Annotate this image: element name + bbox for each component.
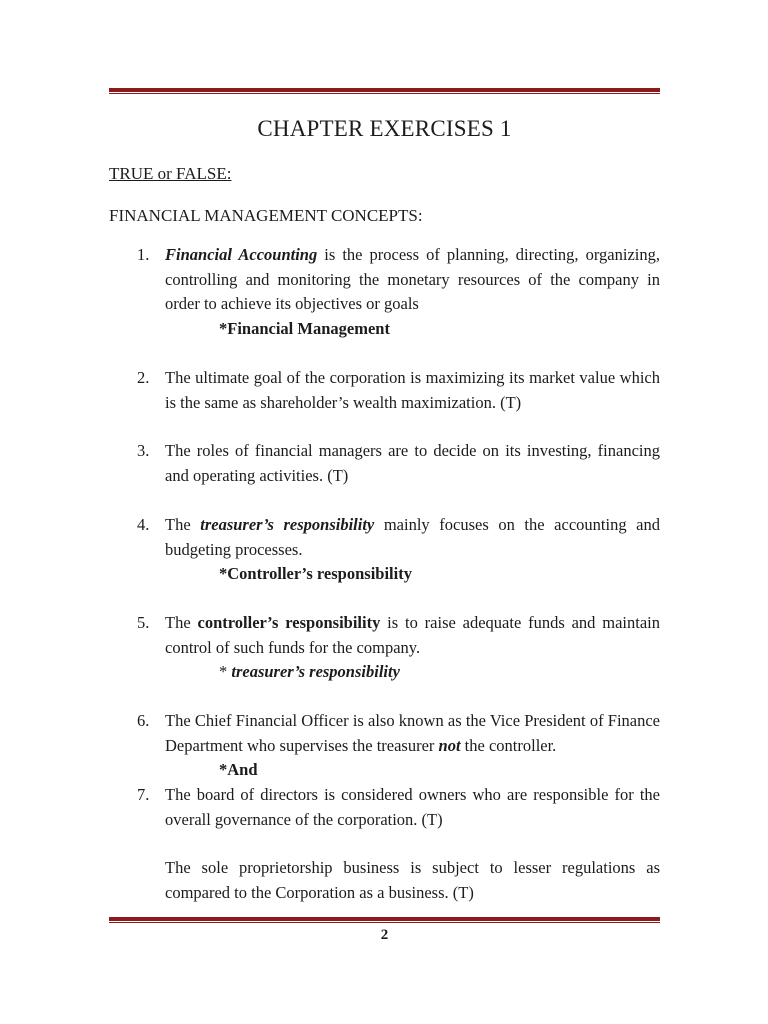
item-prefix: The bbox=[165, 613, 198, 632]
item-number: 5. bbox=[137, 613, 150, 632]
item-number: 7. bbox=[137, 785, 150, 804]
item-text: The sole proprietorship business is subject to lesser regulations as compared to the Corporation as a business. (T) bbox=[165, 858, 660, 902]
exercise-item-1 bbox=[109, 243, 660, 341]
item-number: 4. bbox=[137, 515, 150, 534]
exercise-item-7 bbox=[109, 783, 660, 832]
section-heading: TRUE or FALSE: bbox=[109, 164, 232, 183]
item-text bbox=[165, 243, 660, 317]
page-number: 2 bbox=[380, 927, 389, 943]
exercise-item-8 bbox=[109, 856, 660, 905]
answer-prefix: * bbox=[219, 662, 232, 681]
exercise-item-3 bbox=[109, 439, 660, 488]
item-number: 3. bbox=[137, 441, 150, 460]
answer-term: treasurer’s responsibility bbox=[231, 662, 400, 681]
item-answer: *Controller’s responsibility bbox=[219, 564, 412, 583]
item-text: The roles of financial managers are to decide on its investing, financing and operating activities. (T) bbox=[165, 441, 660, 485]
item-text-body: is the process of planning, directing, organizing, controlling and monitoring the monetary resources of the company in order to achieve its objectives or goals bbox=[165, 245, 660, 313]
item-term: treasurer’s responsibility bbox=[200, 515, 375, 534]
item-text-body: is to raise adequate funds and maintain control of such funds for the company. bbox=[165, 613, 660, 657]
item-number: 6. bbox=[137, 711, 150, 730]
item-text: The ultimate goal of the corporation is maximizing its market value which is the same as shareholder’s wealth maximization. (T) bbox=[165, 368, 660, 412]
bottom-divider bbox=[109, 917, 660, 923]
top-divider bbox=[109, 88, 660, 94]
item-answer bbox=[219, 660, 660, 685]
exercise-item-4 bbox=[109, 513, 660, 587]
page-title: CHAPTER EXERCISES 1 bbox=[257, 116, 512, 141]
item-number: 1. bbox=[137, 245, 150, 264]
item-term: controller’s responsibility bbox=[197, 613, 381, 632]
item-answer: *Financial Management bbox=[219, 318, 390, 338]
exercise-item-2 bbox=[109, 366, 660, 415]
item-number: 2. bbox=[137, 368, 150, 387]
item-answer: *And bbox=[219, 760, 258, 779]
subsection-heading: FINANCIAL MANAGEMENT CONCEPTS: bbox=[109, 206, 423, 225]
item-text bbox=[165, 709, 660, 758]
item-suffix: the controller. bbox=[460, 735, 557, 755]
item-term: not bbox=[438, 735, 461, 755]
exercise-item-5 bbox=[109, 611, 660, 685]
item-text: The board of directors is considered owners who are responsible for the overall governance of the corporation. (T) bbox=[165, 785, 660, 829]
item-text-body: mainly focuses on the accounting and budgeting processes. bbox=[165, 515, 660, 559]
exercise-item-6 bbox=[109, 709, 660, 783]
item-text bbox=[165, 611, 660, 660]
item-text-body: The Chief Financial Officer is also known as the Vice President of Finance Department who supervises the treasurer bbox=[165, 711, 660, 755]
item-text bbox=[165, 513, 660, 562]
item-term: Financial Accounting bbox=[165, 245, 318, 264]
item-prefix: The bbox=[165, 515, 201, 534]
